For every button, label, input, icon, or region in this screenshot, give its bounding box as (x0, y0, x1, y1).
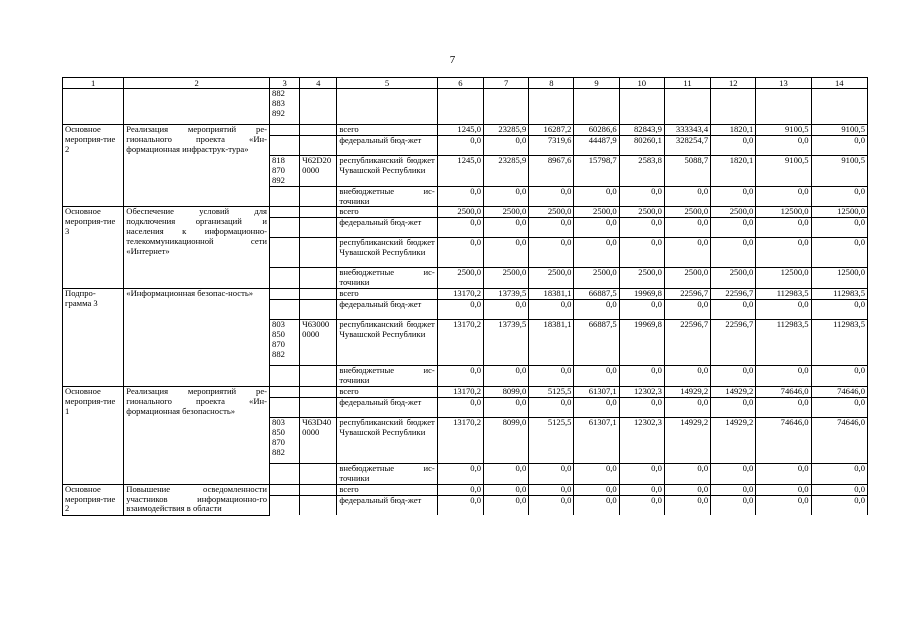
cell-amount: 328254,7 (664, 135, 710, 155)
cell-amount: 0,0 (619, 218, 664, 238)
cell-amount: 0,0 (529, 366, 574, 387)
header-cell: 9 (574, 78, 619, 89)
cell-item-name (124, 89, 270, 125)
cell-target-code (300, 268, 337, 289)
cell-amount: 0,0 (437, 135, 483, 155)
cell-amount: 2500,0 (664, 268, 710, 289)
cell-admin-code (270, 125, 300, 136)
cell-amount: 22596,7 (664, 289, 710, 300)
cell-amount: 14929,2 (664, 386, 710, 397)
cell-amount: 12500,0 (811, 268, 867, 289)
cell-amount (484, 89, 529, 125)
header-cell: 14 (811, 78, 867, 89)
cell-amount: 80260,1 (619, 135, 664, 155)
cell-amount: 0,0 (437, 495, 483, 515)
cell-amount: 1245,0 (437, 155, 483, 186)
cell-amount: 0,0 (574, 495, 619, 515)
cell-amount: 0,0 (437, 366, 483, 387)
cell-admin-code (270, 484, 300, 495)
cell-amount (711, 89, 756, 125)
cell-amount: 0,0 (664, 484, 710, 495)
cell-amount: 0,0 (619, 300, 664, 320)
cell-amount: 1820,1 (711, 155, 756, 186)
cell-amount: 2500,0 (484, 207, 529, 218)
cell-amount: 2500,0 (619, 268, 664, 289)
cell-amount: 0,0 (811, 300, 867, 320)
cell-amount: 2583,8 (619, 155, 664, 186)
cell-item-type: Основное мероприя-тие 2 (63, 484, 124, 515)
cell-target-code: Ч63000 0000 (300, 320, 337, 366)
cell-funding-source: республиканский бюджет Чувашской Республики (337, 320, 437, 366)
cell-target-code (300, 463, 337, 484)
cell-amount: 0,0 (574, 238, 619, 268)
cell-amount: 0,0 (711, 463, 756, 484)
cell-amount: 0,0 (574, 397, 619, 417)
cell-item-type: Основное мероприя-тие 2 (63, 125, 124, 207)
cell-amount: 0,0 (664, 463, 710, 484)
cell-amount: 82843,9 (619, 125, 664, 136)
cell-admin-code (270, 186, 300, 207)
cell-admin-code (270, 218, 300, 238)
cell-amount: 12302,3 (619, 386, 664, 397)
cell-amount: 12500,0 (811, 207, 867, 218)
cell-amount: 2500,0 (574, 268, 619, 289)
cell-amount: 0,0 (437, 218, 483, 238)
cell-admin-code (270, 463, 300, 484)
cell-amount: 14929,2 (711, 386, 756, 397)
cell-target-code (300, 484, 337, 495)
cell-target-code (300, 218, 337, 238)
cell-amount: 2500,0 (664, 207, 710, 218)
cell-amount: 0,0 (619, 397, 664, 417)
cell-amount: 0,0 (664, 366, 710, 387)
cell-amount: 9100,5 (811, 125, 867, 136)
cell-amount: 0,0 (711, 135, 756, 155)
cell-amount: 0,0 (437, 186, 483, 207)
cell-amount (529, 89, 574, 125)
cell-funding-source: внебюджетные ис-точники (337, 366, 437, 387)
cell-target-code (300, 238, 337, 268)
cell-amount: 8099,0 (484, 386, 529, 397)
page-number: 7 (449, 54, 456, 66)
cell-amount: 0,0 (811, 484, 867, 495)
header-cell: 8 (529, 78, 574, 89)
cell-amount: 0,0 (574, 463, 619, 484)
cell-amount: 0,0 (756, 218, 811, 238)
cell-amount: 12500,0 (756, 268, 811, 289)
cell-target-code (300, 366, 337, 387)
cell-amount: 0,0 (529, 463, 574, 484)
cell-amount: 112983,5 (811, 320, 867, 366)
cell-amount: 2500,0 (529, 268, 574, 289)
cell-amount: 0,0 (811, 463, 867, 484)
cell-amount: 0,0 (811, 238, 867, 268)
cell-amount: 0,0 (574, 484, 619, 495)
cell-item-name: Реализация мероприятий ре-гионального проекта «Ин-формационная безопасность» (124, 386, 270, 484)
cell-amount: 0,0 (664, 300, 710, 320)
cell-amount: 7319,6 (529, 135, 574, 155)
cell-amount: 5125,5 (529, 417, 574, 463)
cell-amount: 0,0 (484, 135, 529, 155)
cell-funding-source: федеральный бюд-жет (337, 135, 437, 155)
cell-amount: 0,0 (529, 495, 574, 515)
cell-admin-code (270, 289, 300, 300)
cell-item-type: Подпро-грамма 3 (63, 289, 124, 387)
cell-amount: 0,0 (484, 366, 529, 387)
header-cell: 5 (337, 78, 437, 89)
cell-amount: 0,0 (484, 300, 529, 320)
cell-amount: 0,0 (664, 218, 710, 238)
cell-funding-source: внебюджетные ис-точники (337, 186, 437, 207)
header-cell: 1 (63, 78, 124, 89)
cell-amount: 74646,0 (756, 417, 811, 463)
cell-amount: 0,0 (711, 397, 756, 417)
cell-target-code (300, 386, 337, 397)
header-cell: 3 (270, 78, 300, 89)
cell-admin-code (270, 268, 300, 289)
cell-amount: 0,0 (529, 397, 574, 417)
cell-admin-code (270, 135, 300, 155)
header-cell: 10 (619, 78, 664, 89)
cell-item-type: Основное мероприя-тие 3 (63, 207, 124, 289)
cell-amount: 112983,5 (756, 289, 811, 300)
cell-target-code (300, 397, 337, 417)
cell-amount: 0,0 (529, 186, 574, 207)
cell-amount: 0,0 (484, 397, 529, 417)
cell-amount: 2500,0 (711, 268, 756, 289)
cell-amount: 0,0 (437, 238, 483, 268)
cell-amount: 0,0 (619, 366, 664, 387)
cell-funding-source: федеральный бюд-жет (337, 397, 437, 417)
cell-amount: 19969,8 (619, 289, 664, 300)
cell-amount: 74646,0 (811, 417, 867, 463)
cell-amount: 0,0 (756, 495, 811, 515)
cell-amount: 61307,1 (574, 417, 619, 463)
cell-amount: 23285,9 (484, 155, 529, 186)
cell-amount: 0,0 (529, 300, 574, 320)
cell-amount: 0,0 (574, 186, 619, 207)
cell-amount: 0,0 (756, 366, 811, 387)
cell-amount: 0,0 (574, 218, 619, 238)
cell-amount: 0,0 (711, 186, 756, 207)
cell-amount: 15798,7 (574, 155, 619, 186)
cell-item-name: «Информационная безопас-ность» (124, 289, 270, 387)
cell-admin-code (270, 238, 300, 268)
cell-amount: 0,0 (484, 218, 529, 238)
cell-item-type (63, 89, 124, 125)
header-cell: 4 (300, 78, 337, 89)
table-row (63, 484, 868, 495)
cell-target-code: Ч62D20 0000 (300, 155, 337, 186)
cell-amount: 0,0 (756, 186, 811, 207)
cell-admin-code: 882 883 892 (270, 89, 300, 125)
cell-amount: 0,0 (529, 238, 574, 268)
table-row (63, 207, 868, 218)
cell-funding-source: федеральный бюд-жет (337, 300, 437, 320)
header-cell: 2 (124, 78, 270, 89)
cell-target-code (300, 300, 337, 320)
table-body (63, 89, 868, 516)
cell-amount: 9100,5 (756, 125, 811, 136)
table-row (63, 89, 868, 125)
cell-amount: 0,0 (756, 397, 811, 417)
header-cell: 6 (437, 78, 483, 89)
cell-amount: 0,0 (711, 300, 756, 320)
cell-amount: 2500,0 (619, 207, 664, 218)
cell-admin-code (270, 397, 300, 417)
cell-amount: 19969,8 (619, 320, 664, 366)
cell-target-code (300, 186, 337, 207)
cell-amount: 66887,5 (574, 289, 619, 300)
cell-amount: 13170,2 (437, 289, 483, 300)
cell-amount: 74646,0 (811, 386, 867, 397)
cell-amount: 0,0 (437, 397, 483, 417)
cell-funding-source: республиканский бюджет Чувашской Республики (337, 417, 437, 463)
cell-amount: 0,0 (437, 484, 483, 495)
cell-target-code (300, 207, 337, 218)
cell-amount: 0,0 (811, 495, 867, 515)
table-row (63, 289, 868, 300)
cell-amount (756, 89, 811, 125)
cell-amount: 0,0 (811, 218, 867, 238)
cell-amount: 16287,2 (529, 125, 574, 136)
cell-amount: 74646,0 (756, 386, 811, 397)
cell-amount: 0,0 (711, 218, 756, 238)
cell-amount: 0,0 (619, 484, 664, 495)
cell-amount: 2500,0 (574, 207, 619, 218)
cell-amount: 0,0 (529, 218, 574, 238)
cell-item-name: Повышение осведомленности участников информационно-го взаимодействия в области (124, 484, 270, 515)
cell-funding-source: внебюджетные ис-точники (337, 463, 437, 484)
cell-amount: 13170,2 (437, 417, 483, 463)
cell-amount: 2500,0 (437, 207, 483, 218)
cell-item-type: Основное мероприя-тие 1 (63, 386, 124, 484)
cell-funding-source: всего (337, 484, 437, 495)
cell-amount: 0,0 (619, 238, 664, 268)
cell-amount: 0,0 (664, 495, 710, 515)
cell-amount: 23285,9 (484, 125, 529, 136)
cell-amount: 60286,6 (574, 125, 619, 136)
cell-amount: 22596,7 (664, 320, 710, 366)
cell-funding-source: всего (337, 207, 437, 218)
cell-amount: 0,0 (811, 397, 867, 417)
cell-amount: 13170,2 (437, 386, 483, 397)
cell-amount: 12500,0 (756, 207, 811, 218)
cell-item-name: Обеспечение условий для подключения организаций и населения к информационно-телекоммуникационной сети «Интернет» (124, 207, 270, 289)
cell-admin-code (270, 495, 300, 515)
cell-admin-code (270, 300, 300, 320)
cell-admin-code (270, 207, 300, 218)
cell-admin-code: 803 850 870 882 (270, 417, 300, 463)
cell-amount: 0,0 (711, 238, 756, 268)
cell-admin-code: 803 850 870 882 (270, 320, 300, 366)
cell-amount: 61307,1 (574, 386, 619, 397)
cell-funding-source: всего (337, 125, 437, 136)
cell-funding-source: всего (337, 386, 437, 397)
cell-amount: 2500,0 (529, 207, 574, 218)
header-cell: 13 (756, 78, 811, 89)
cell-amount: 2500,0 (437, 268, 483, 289)
cell-funding-source: всего (337, 289, 437, 300)
cell-funding-source: внебюджетные ис-точники (337, 268, 437, 289)
cell-amount: 0,0 (619, 495, 664, 515)
cell-amount: 0,0 (664, 238, 710, 268)
cell-amount: 9100,5 (811, 155, 867, 186)
table-row (63, 125, 868, 136)
cell-amount: 13739,5 (484, 320, 529, 366)
cell-amount: 0,0 (574, 366, 619, 387)
cell-target-code (300, 495, 337, 515)
cell-amount (619, 89, 664, 125)
cell-amount: 1820,1 (711, 125, 756, 136)
cell-amount: 0,0 (484, 484, 529, 495)
cell-amount: 0,0 (756, 135, 811, 155)
cell-amount: 5125,5 (529, 386, 574, 397)
cell-amount: 8099,0 (484, 417, 529, 463)
cell-funding-source: федеральный бюд-жет (337, 218, 437, 238)
cell-amount: 44487,9 (574, 135, 619, 155)
cell-amount: 0,0 (711, 495, 756, 515)
cell-amount (664, 89, 710, 125)
cell-amount: 0,0 (484, 186, 529, 207)
cell-amount: 12302,3 (619, 417, 664, 463)
cell-amount: 2500,0 (484, 268, 529, 289)
cell-admin-code: 818 870 892 (270, 155, 300, 186)
cell-funding-source: республиканский бюджет Чувашской Республики (337, 155, 437, 186)
cell-amount: 66887,5 (574, 320, 619, 366)
cell-target-code (300, 89, 337, 125)
cell-amount: 22596,7 (711, 289, 756, 300)
cell-amount: 0,0 (756, 238, 811, 268)
cell-amount: 18381,1 (529, 320, 574, 366)
cell-amount: 2500,0 (711, 207, 756, 218)
cell-amount: 0,0 (619, 463, 664, 484)
cell-amount: 0,0 (437, 300, 483, 320)
cell-amount: 13170,2 (437, 320, 483, 366)
header-row (63, 78, 868, 89)
cell-amount: 0,0 (529, 484, 574, 495)
cell-admin-code (270, 386, 300, 397)
cell-amount: 0,0 (664, 186, 710, 207)
cell-amount: 0,0 (756, 463, 811, 484)
cell-amount: 9100,5 (756, 155, 811, 186)
header-cell: 11 (664, 78, 710, 89)
budget-table (62, 77, 868, 516)
cell-target-code (300, 125, 337, 136)
cell-amount: 0,0 (484, 495, 529, 515)
cell-amount: 14929,2 (711, 417, 756, 463)
cell-target-code (300, 289, 337, 300)
cell-funding-source: федеральный бюд-жет (337, 495, 437, 515)
cell-amount: 22596,7 (711, 320, 756, 366)
cell-amount: 0,0 (574, 300, 619, 320)
cell-amount: 0,0 (664, 397, 710, 417)
cell-amount: 5088,7 (664, 155, 710, 186)
cell-amount: 18381,1 (529, 289, 574, 300)
cell-funding-source (337, 89, 437, 125)
cell-amount: 0,0 (756, 300, 811, 320)
cell-amount: 333343,4 (664, 125, 710, 136)
cell-amount: 0,0 (711, 366, 756, 387)
cell-amount: 0,0 (811, 186, 867, 207)
cell-admin-code (270, 366, 300, 387)
cell-amount: 0,0 (484, 463, 529, 484)
cell-amount (811, 89, 867, 125)
cell-funding-source: республиканский бюджет Чувашской Республики (337, 238, 437, 268)
cell-amount: 0,0 (811, 135, 867, 155)
cell-amount: 13739,5 (484, 289, 529, 300)
cell-amount: 8967,6 (529, 155, 574, 186)
cell-amount: 0,0 (811, 366, 867, 387)
cell-amount: 0,0 (484, 238, 529, 268)
cell-amount: 0,0 (711, 484, 756, 495)
header-cell: 12 (711, 78, 756, 89)
cell-amount: 14929,2 (664, 417, 710, 463)
cell-amount (437, 89, 483, 125)
cell-amount: 112983,5 (756, 320, 811, 366)
cell-amount: 0,0 (619, 186, 664, 207)
table-row (63, 386, 868, 397)
cell-amount: 0,0 (437, 463, 483, 484)
cell-amount: 0,0 (756, 484, 811, 495)
cell-amount (574, 89, 619, 125)
cell-item-name: Реализация мероприятий ре-гионального проекта «Ин-формационная инфраструк-тура» (124, 125, 270, 207)
cell-target-code (300, 135, 337, 155)
header-cell: 7 (484, 78, 529, 89)
cell-target-code: Ч63D40 0000 (300, 417, 337, 463)
cell-amount: 1245,0 (437, 125, 483, 136)
cell-amount: 112983,5 (811, 289, 867, 300)
